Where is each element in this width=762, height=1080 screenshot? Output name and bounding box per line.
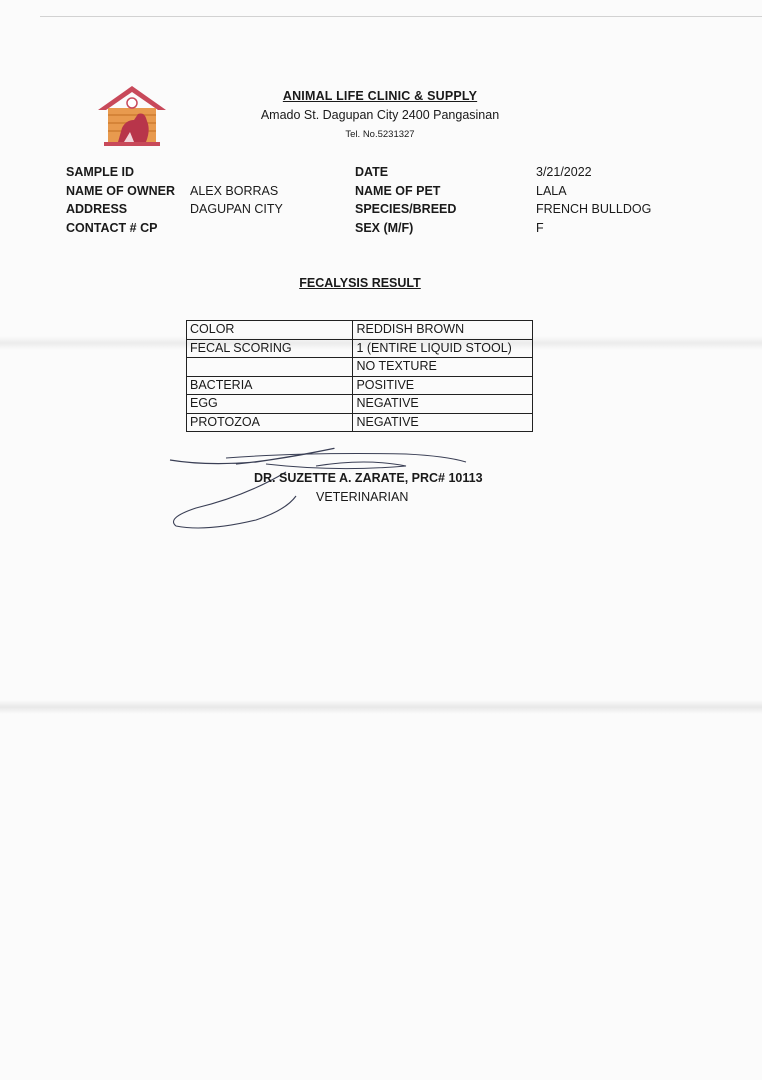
label-sample-id: SAMPLE ID [66,165,135,179]
result-test: PROTOZOA [187,413,353,432]
info-labels-left [66,163,175,237]
result-test: BACTERIA [187,376,353,395]
label-contact: CONTACT # CP [66,220,158,235]
value-pet-name: LALA [536,183,567,198]
label-date: DATE [355,165,389,179]
value-species-breed: FRENCH BULLDOG [536,202,652,216]
paper-fold [0,700,762,714]
info-labels-right [355,163,456,237]
label-pet-name: NAME OF PET [355,183,441,198]
result-test [187,358,353,377]
result-value: POSITIVE [353,376,533,395]
value-owner-name: ALEX BORRAS [190,183,279,198]
value-sample-id [190,163,283,182]
signature-scribble [166,436,476,536]
value-contact [190,219,283,238]
logo-emblem [127,98,137,108]
paper-edge-line [40,16,762,17]
table-row [187,339,533,358]
result-test: EGG [187,395,353,414]
table-row [187,358,533,377]
label-sex: SEX (M/F) [355,220,414,235]
result-test: COLOR [187,321,353,340]
clinic-address: Amado St. Dagupan City 2400 Pangasinan [260,108,500,122]
table-row [187,376,533,395]
value-address: DAGUPAN CITY [190,202,283,216]
result-value: NEGATIVE [353,413,533,432]
veterinarian-name: DR. SUZETTE A. ZARATE, PRC# 10113 [254,471,483,485]
clinic-name: ANIMAL LIFE CLINIC & SUPPLY [282,89,478,103]
info-values-right [536,163,651,237]
veterinarian-title: VETERINARIAN [316,490,409,504]
result-title: FECALYSIS RESULT [299,276,421,290]
result-value: REDDISH BROWN [353,321,533,340]
clinic-logo-icon [96,84,168,150]
label-address: ADDRESS [66,202,128,216]
table-row [187,395,533,414]
table-row [187,413,533,432]
fecalysis-result-table [186,320,533,432]
value-sex: F [536,220,544,235]
result-value: 1 (ENTIRE LIQUID STOOL) [353,339,533,358]
label-owner-name: NAME OF OWNER [66,183,176,198]
label-species-breed: SPECIES/BREED [355,202,457,216]
table-row [187,321,533,340]
clinic-telephone: Tel. No.5231327 [345,129,415,140]
info-values-left [190,163,283,237]
result-test: FECAL SCORING [187,339,353,358]
value-date: 3/21/2022 [536,165,592,179]
result-value: NO TEXTURE [353,358,533,377]
result-value: NEGATIVE [353,395,533,414]
